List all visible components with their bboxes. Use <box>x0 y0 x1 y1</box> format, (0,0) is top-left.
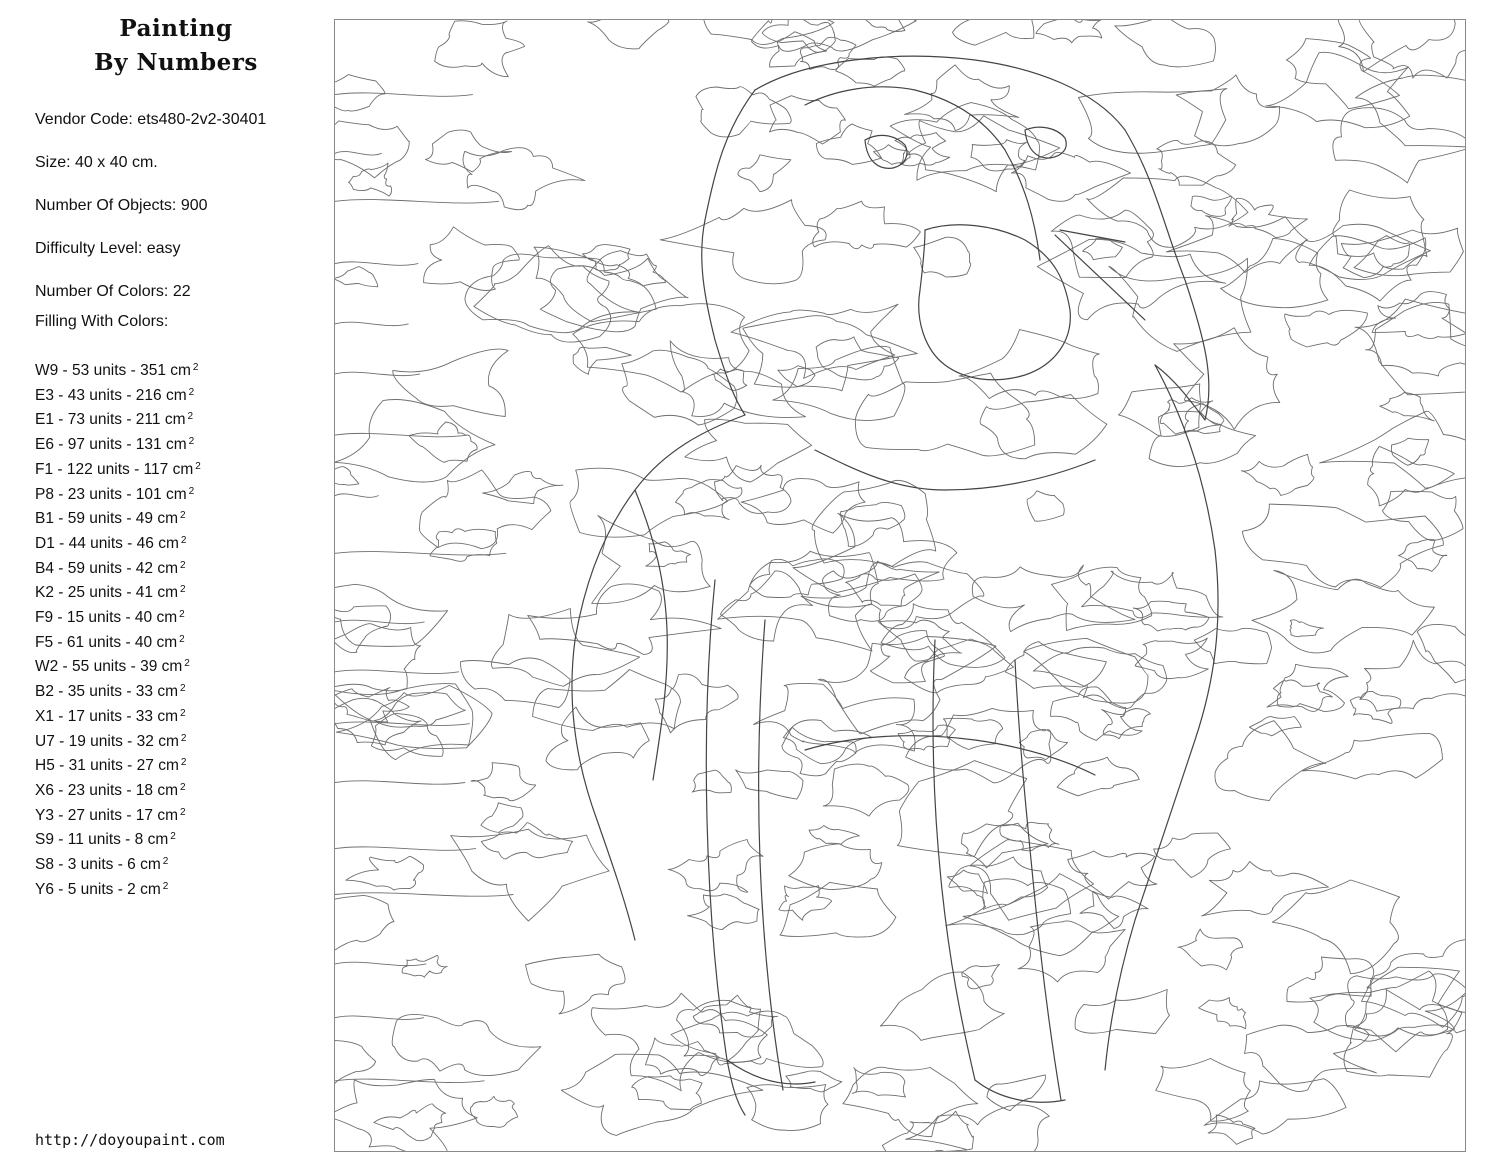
background-blob-lines <box>335 20 1465 1151</box>
region-outline <box>1178 929 1243 970</box>
region-outline <box>693 995 777 1037</box>
region-outline <box>528 584 721 654</box>
region-outline <box>1160 398 1221 434</box>
area-superscript: 2 <box>179 609 185 621</box>
region-outline <box>1199 998 1246 1029</box>
region-outline <box>816 337 899 380</box>
region-outline <box>1174 328 1280 430</box>
coloring-canvas <box>334 19 1466 1152</box>
region-outline <box>471 763 536 801</box>
region-outline <box>1286 39 1399 109</box>
region-outline <box>1156 1059 1251 1122</box>
product-info <box>35 98 266 313</box>
color-item <box>35 555 201 580</box>
region-outline <box>677 1000 761 1060</box>
color-item <box>35 481 201 506</box>
color-item <box>35 456 201 481</box>
region-outline <box>823 764 909 816</box>
region-outline <box>692 770 731 793</box>
region-outline <box>451 829 609 921</box>
region-outline <box>335 322 408 325</box>
color-item <box>35 406 201 431</box>
region-outline <box>1272 880 1400 974</box>
region-outline <box>335 494 378 497</box>
object-count: Number Of Objects: 900 <box>35 197 208 214</box>
region-outline <box>671 1011 823 1067</box>
color-item-text: E1 - 73 units - 211 cm <box>35 411 186 429</box>
region-outline <box>1033 647 1166 708</box>
region-outline <box>712 369 747 390</box>
color-item <box>35 382 201 407</box>
color-item <box>35 826 201 851</box>
region-outline <box>1333 20 1455 72</box>
color-item-text: B1 - 59 units - 49 cm <box>35 510 179 528</box>
region-outline <box>1068 851 1157 899</box>
region-outline <box>1078 89 1227 154</box>
region-outline <box>1366 302 1466 375</box>
color-item-text: W9 - 53 units - 351 cm <box>35 362 191 379</box>
color-item-text: F5 - 61 units - 40 cm <box>35 633 178 651</box>
region-outline <box>392 1014 541 1075</box>
region-outline <box>801 562 984 629</box>
region-outline <box>1391 438 1428 465</box>
region-outline <box>1024 638 1148 703</box>
region-outline <box>481 823 573 859</box>
color-item-text: B2 - 35 units - 33 cm <box>35 683 179 701</box>
color-item <box>35 802 201 827</box>
region-outline <box>1191 196 1231 216</box>
region-outline <box>622 350 737 425</box>
color-item <box>35 431 201 456</box>
color-item <box>35 876 201 901</box>
region-outline <box>546 707 649 770</box>
region-outline <box>1341 236 1409 278</box>
region-outline <box>1221 238 1328 307</box>
color-item-text: Y3 - 27 units - 17 cm <box>35 806 179 824</box>
area-superscript: 2 <box>188 436 195 448</box>
color-item-text: P8 - 23 units - 101 cm <box>35 485 187 503</box>
region-outline <box>1309 236 1426 301</box>
page-title <box>60 12 292 80</box>
area-superscript: 2 <box>180 683 186 695</box>
color-item-text: F1 - 122 units - 117 cm <box>35 460 194 478</box>
region-outline <box>349 163 392 196</box>
color-item <box>35 752 201 777</box>
area-superscript: 2 <box>180 757 187 769</box>
color-item-text: X1 - 17 units - 33 cm <box>35 707 179 725</box>
region-outline <box>335 1016 424 1019</box>
region-outline <box>959 330 1099 399</box>
region-outline <box>1249 717 1301 736</box>
color-item <box>35 357 201 382</box>
region-outline <box>963 874 1119 956</box>
region-outline <box>841 502 905 546</box>
area-superscript: 2 <box>162 856 169 868</box>
color-item-text: E3 - 43 units - 216 cm <box>35 386 187 404</box>
region-outline <box>1356 75 1466 147</box>
region-outline <box>780 882 896 937</box>
region-outline <box>782 727 856 775</box>
region-outline <box>335 624 421 691</box>
color-count: Number Of Colors: 22 <box>35 283 191 300</box>
color-item-text: Y6 - 5 units - 2 cm <box>35 880 161 898</box>
color-item-text: W2 - 55 units - 39 cm <box>35 658 183 676</box>
color-item-text: E6 - 97 units - 131 cm <box>35 436 187 454</box>
color-item <box>35 851 201 876</box>
region-outline <box>1302 734 1442 779</box>
region-outline <box>878 620 962 661</box>
region-outline <box>1287 957 1374 1002</box>
color-item <box>35 703 201 728</box>
region-outline <box>1372 292 1465 339</box>
region-outline <box>335 895 394 950</box>
region-outline <box>335 847 476 850</box>
region-outline <box>335 433 467 436</box>
area-superscript: 2 <box>180 781 186 793</box>
color-item-text: S8 - 3 units - 6 cm <box>35 856 161 874</box>
region-outline <box>1252 571 1434 653</box>
region-outline <box>573 347 631 374</box>
region-outline <box>426 130 512 172</box>
area-superscript: 2 <box>179 633 185 645</box>
region-outline <box>953 20 1034 45</box>
region-outline <box>852 1068 905 1097</box>
region-outline <box>335 372 420 375</box>
region-outline <box>721 571 813 641</box>
region-outline <box>741 479 865 534</box>
region-outline <box>736 770 803 799</box>
area-superscript: 2 <box>192 362 199 373</box>
region-outline <box>846 561 940 606</box>
region-outline <box>1051 210 1153 277</box>
region-outline <box>751 20 916 51</box>
region-outline <box>670 341 805 418</box>
color-item-text: B4 - 59 units - 42 cm <box>35 559 179 577</box>
region-outline <box>1109 258 1251 351</box>
region-outline <box>668 840 763 893</box>
area-superscript: 2 <box>180 806 186 818</box>
region-outline <box>812 480 936 566</box>
region-outline <box>335 262 418 265</box>
region-outline <box>816 124 881 164</box>
region-outline <box>882 1111 973 1151</box>
color-item-text: K2 - 25 units - 41 cm <box>35 584 179 602</box>
region-outline <box>1202 862 1329 917</box>
title-line-1: Painting <box>119 15 233 42</box>
region-outline <box>335 1041 376 1084</box>
filling-heading: Filling With Colors: <box>35 313 169 330</box>
region-outline <box>1154 833 1231 877</box>
color-item-text: S9 - 11 units - 8 cm <box>35 831 169 849</box>
area-superscript: 2 <box>187 411 194 423</box>
region-outline <box>335 781 465 784</box>
website-url: http://doyoupaint.com <box>35 1131 225 1149</box>
region-outline <box>1215 721 1326 801</box>
region-outline <box>588 20 669 49</box>
region-outline <box>393 349 508 416</box>
difficulty-level: Difficulty Level: easy <box>35 240 181 257</box>
dog-outline-icon <box>335 20 1465 1151</box>
region-outline <box>1320 411 1465 489</box>
region-outline <box>335 267 378 287</box>
region-outline <box>1011 153 1130 202</box>
color-item <box>35 629 201 654</box>
region-outline <box>786 1071 842 1092</box>
color-item <box>35 530 201 555</box>
region-outline <box>895 133 950 166</box>
region-outline <box>685 419 812 482</box>
region-outline <box>533 670 681 731</box>
region-outline <box>980 395 1107 459</box>
region-outline <box>1115 20 1216 67</box>
region-outline <box>632 1076 702 1110</box>
region-outline <box>789 844 882 890</box>
color-item <box>35 653 201 678</box>
region-outline <box>591 993 767 1091</box>
region-outline <box>793 513 957 592</box>
region-outline <box>1241 454 1314 495</box>
color-item-text: X6 - 23 units - 18 cm <box>35 781 179 799</box>
region-outline <box>561 1054 763 1135</box>
vendor-code: Vendor Code: ets480-2v2-30401 <box>35 111 267 128</box>
area-superscript: 2 <box>188 386 195 398</box>
region-outline <box>660 200 826 284</box>
region-outline <box>770 96 846 144</box>
region-outline <box>1277 664 1348 711</box>
region-outline <box>463 148 585 210</box>
color-item <box>35 777 201 802</box>
region-outline <box>688 894 760 929</box>
region-outline <box>773 346 905 420</box>
region-outline <box>855 373 1034 456</box>
region-outline <box>1417 624 1465 682</box>
region-outline <box>346 856 424 890</box>
region-outline <box>335 467 359 485</box>
region-outline <box>906 1105 1050 1151</box>
color-item-text: U7 - 19 units - 32 cm <box>35 732 179 750</box>
color-item <box>35 604 201 629</box>
region-outline <box>470 1096 517 1127</box>
area-superscript: 2 <box>180 732 187 744</box>
region-outline <box>409 422 477 462</box>
region-outline <box>823 571 922 622</box>
area-superscript: 2 <box>180 510 186 522</box>
region-outline <box>335 722 469 725</box>
area-superscript: 2 <box>180 559 186 571</box>
region-outline <box>1133 601 1209 631</box>
dog-contour-lines <box>572 56 1218 1115</box>
color-item <box>35 579 201 604</box>
region-outline <box>655 674 738 733</box>
region-outline <box>880 972 1004 1040</box>
region-outline <box>481 803 523 833</box>
region-outline <box>1362 939 1466 1027</box>
region-outline <box>402 955 447 977</box>
region-outline <box>1149 411 1255 466</box>
region-outline <box>335 670 459 673</box>
region-outline <box>1359 20 1465 78</box>
region-outline <box>1057 757 1139 796</box>
area-superscript: 2 <box>162 880 169 892</box>
area-superscript: 2 <box>170 831 176 843</box>
area-superscript: 2 <box>180 534 187 546</box>
region-outline <box>592 516 711 604</box>
region-outline <box>718 551 879 651</box>
region-outline <box>947 870 987 894</box>
region-outline <box>335 200 499 203</box>
region-outline <box>1333 108 1465 183</box>
area-superscript: 2 <box>180 707 186 719</box>
region-outline <box>1398 539 1447 571</box>
region-outline <box>905 65 1019 131</box>
region-outline <box>335 93 473 96</box>
area-superscript: 2 <box>188 485 195 497</box>
region-outline <box>1176 75 1279 146</box>
region-outline <box>1267 680 1333 711</box>
region-outline <box>1005 642 1106 689</box>
region-outline <box>335 962 426 965</box>
region-outline <box>906 708 1051 782</box>
region-outline <box>1166 216 1307 273</box>
region-outline <box>435 21 525 77</box>
region-outline <box>1208 1115 1255 1145</box>
region-outline <box>1204 1079 1346 1134</box>
region-outline <box>843 1067 978 1136</box>
color-list <box>35 357 201 900</box>
canvas-size: Size: 40 x 40 cm. <box>35 154 158 171</box>
region-outline <box>374 1104 446 1141</box>
area-superscript: 2 <box>180 584 186 596</box>
legend-sidebar <box>0 0 334 1169</box>
region-outline <box>430 529 497 562</box>
region-outline <box>1036 20 1104 43</box>
region-outline <box>747 1085 828 1131</box>
region-outline <box>1194 628 1271 664</box>
region-outline <box>813 201 921 249</box>
region-outline <box>1087 176 1248 247</box>
region-outline <box>1075 990 1169 1034</box>
color-item <box>35 505 201 530</box>
region-outline <box>335 584 448 646</box>
region-outline <box>646 542 691 567</box>
region-outline <box>970 840 1094 921</box>
region-outline <box>419 470 551 549</box>
region-outline <box>809 826 859 845</box>
region-outline <box>1082 571 1223 618</box>
region-outline <box>676 480 742 520</box>
region-outline <box>1290 620 1324 637</box>
color-item <box>35 678 201 703</box>
region-outline <box>335 620 424 623</box>
region-outline <box>1027 491 1064 521</box>
area-superscript: 2 <box>195 460 201 472</box>
region-outline <box>335 152 381 155</box>
area-superscript: 2 <box>184 658 190 670</box>
color-item-text: F9 - 15 units - 40 cm <box>35 609 178 627</box>
region-outline <box>335 552 506 555</box>
region-outline <box>1333 190 1427 269</box>
color-item-text: D1 - 44 units - 46 cm <box>35 534 179 552</box>
region-outline <box>491 609 639 687</box>
region-outline <box>1242 504 1443 587</box>
color-item <box>35 728 201 753</box>
region-outline <box>526 954 626 1014</box>
region-outline <box>1285 310 1368 347</box>
title-line-2: By Numbers <box>94 49 258 76</box>
region-outline <box>962 965 1000 989</box>
region-outline <box>972 565 1135 632</box>
region-outline <box>1344 990 1462 1078</box>
region-outline <box>779 886 832 921</box>
region-outline <box>1380 393 1435 421</box>
color-item-text: H5 - 31 units - 27 cm <box>35 757 179 775</box>
region-outline <box>738 155 791 192</box>
